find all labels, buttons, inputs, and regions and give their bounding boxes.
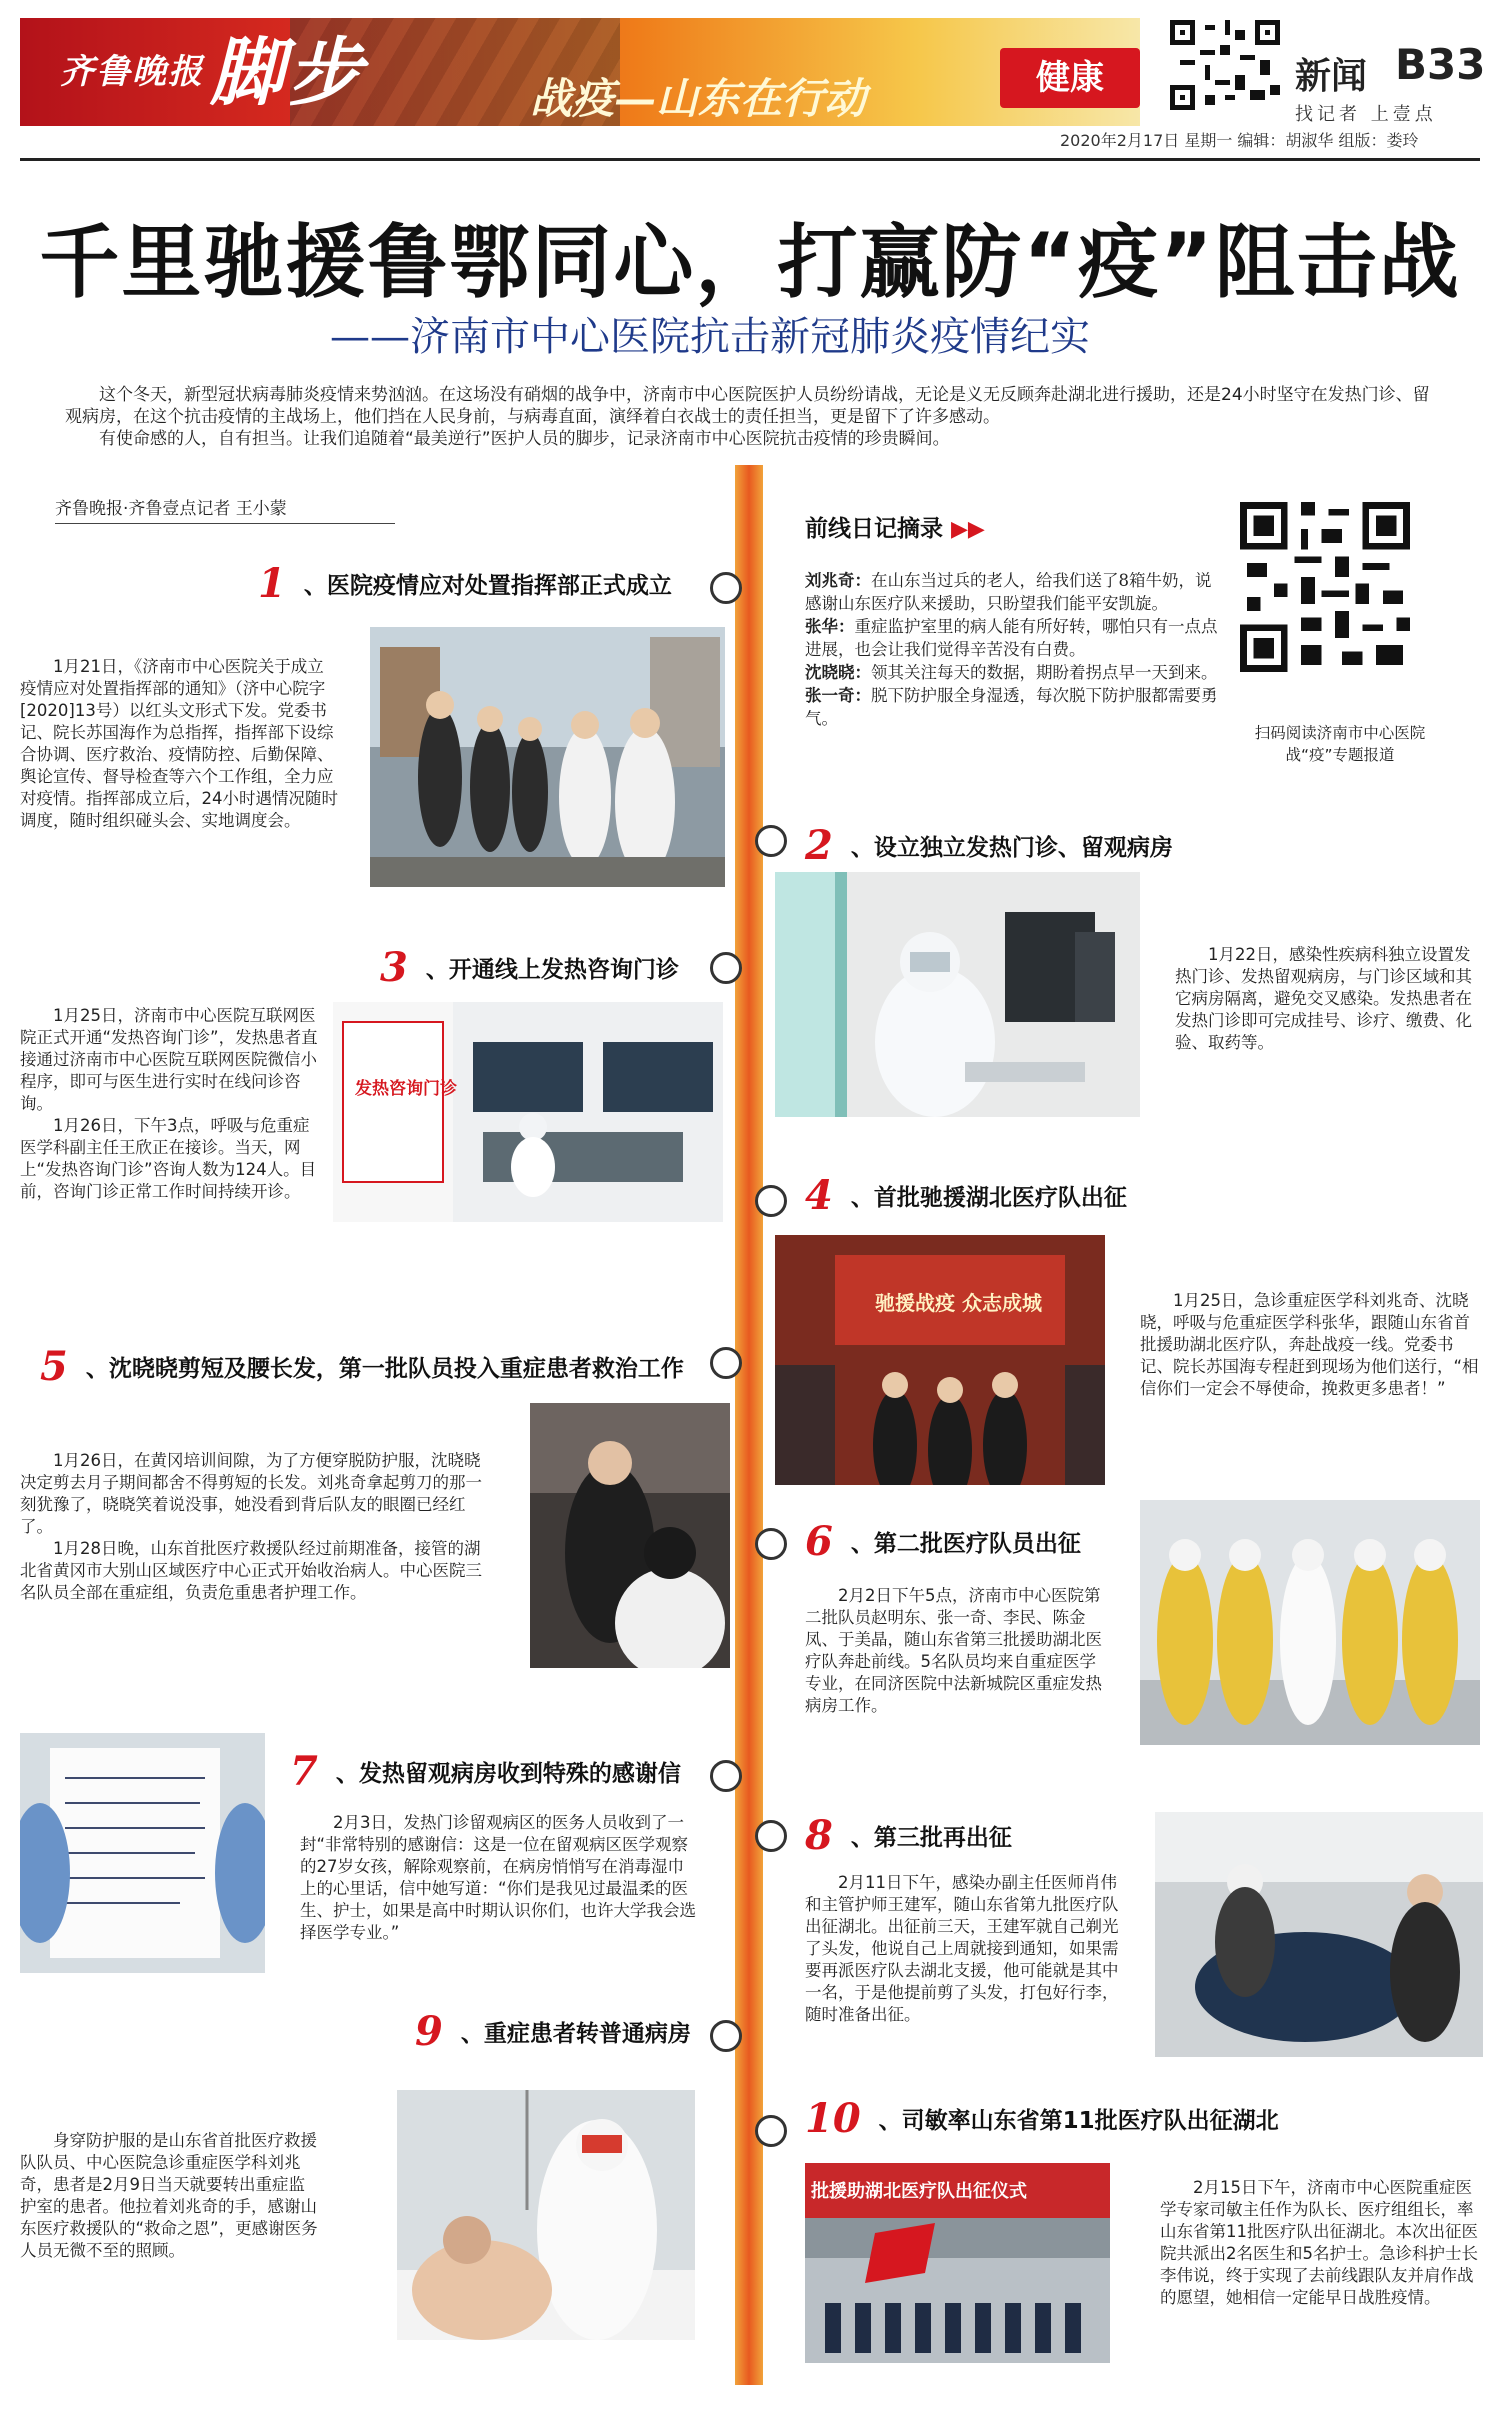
- timeline-node: [755, 2115, 787, 2147]
- qr-code-icon[interactable]: [1240, 502, 1410, 712]
- photo-banner-text: 驰援战疫 众志成城: [875, 1291, 1042, 1315]
- entry-number: 1: [258, 560, 286, 607]
- entry-body-9: [20, 2130, 320, 2262]
- photo-thank-you-letter: [20, 1733, 265, 1973]
- timeline-node: [710, 1760, 742, 1792]
- entry-title-6: [805, 1518, 1081, 1565]
- entry-title-text: 司敏率山东省第11批医疗队出征湖北: [901, 2108, 1279, 2134]
- entry-number: 8: [805, 1812, 833, 1859]
- editorial-line: 2020年2月17日 星期一 编辑：胡淑华 组版：娄玲: [1060, 131, 1419, 150]
- entry-separator: 、: [850, 835, 874, 861]
- diary-text: 脱下防护服全身湿透，每次脱下防护服都需要勇气。: [805, 686, 1218, 728]
- entry-paragraph: 2月15日下午，济南市中心医院重症医学专家司敏主任作为队长、医疗组组长，率山东省第11批医疗队出征湖北。本次出征医院共派出2名医生和5名护士。急诊科护士长李伟说，终于实现了去前线跟队友并肩作战的愿望，她相信一定能早日战胜疫情。: [1160, 2178, 1478, 2307]
- arrow-right-icon: ▶▶: [951, 517, 985, 542]
- entry-separator: 、: [460, 2021, 484, 2047]
- diary-entry: [805, 615, 1225, 661]
- entry-title-5: [40, 1343, 684, 1390]
- entry-title-8: [805, 1812, 1012, 1859]
- entry-body-3: [20, 1005, 318, 1203]
- entry-separator: 、: [85, 1356, 109, 1382]
- photo-third-team: [1155, 1812, 1483, 2057]
- photo-eleventh-team: [805, 2163, 1110, 2363]
- entry-number: 4: [805, 1172, 833, 1219]
- entry-paragraph: 1月28日晚，山东首批医疗救援队经过前期准备，接管的湖北省黄冈市大别山区域医疗中心正式开始收治病人。中心医院三名队员全部在重症组，负责危重患者护理工作。: [20, 1539, 482, 1602]
- entry-body-10: [1160, 2177, 1485, 2309]
- diary-body: [805, 569, 1225, 730]
- diary-title-text: 前线日记摘录: [805, 516, 943, 542]
- entry-separator: 、: [850, 1825, 874, 1851]
- page-number: B33: [1395, 40, 1486, 89]
- entry-title-text: 发热留观病房收到特殊的感谢信: [358, 1761, 681, 1787]
- entry-title-3: [380, 944, 679, 991]
- intro: [65, 384, 1445, 450]
- section-label: 新闻: [1295, 56, 1368, 97]
- entry-paragraph: 2月3日，发热门诊留观病区的医务人员收到了一封“非常特别的感谢信：这是一位在留观病区医学观察的27岁女孩，解除观察前，在病房悄悄写在消毒湿巾上的心里话，信中她写道：“你们是我见过最温柔的医生、护士，如果是高中时期认识你们，也许大学我会选择医学专业。”: [300, 1813, 696, 1942]
- entry-paragraph: 1月25日，济南市中心医院互联网医院正式开通“发热咨询门诊”，发热患者直接通过济南市中心医院互联网医院微信小程序，即可与医生进行实时在线问诊咨询。: [20, 1006, 318, 1113]
- timeline-node: [710, 952, 742, 984]
- paper-name: 齐鲁晚报: [60, 52, 204, 92]
- diary-author: 沈晓晓：: [805, 663, 871, 682]
- timeline-bar: [735, 465, 763, 2385]
- entry-number: 9: [415, 2008, 443, 2055]
- qr-caption: 扫码阅读济南市中心医院战“疫”专题报道: [1254, 724, 1426, 764]
- entry-body-1: [20, 656, 338, 832]
- entry-title-1: [258, 560, 672, 607]
- entry-title-text: 首批驰援湖北医疗队出征: [873, 1185, 1127, 1211]
- diary-author: 张华：: [805, 617, 855, 636]
- entry-title-text: 医院疫情应对处置指挥部正式成立: [326, 573, 672, 599]
- entry-body-4: [1140, 1290, 1485, 1400]
- entry-body-7: [300, 1812, 700, 1944]
- timeline-node: [755, 825, 787, 857]
- entry-number: 2: [805, 822, 833, 869]
- entry-separator: 、: [425, 957, 449, 983]
- entry-title-text: 沈晓晓剪短及腰长发，第一批队员投入重症患者救治工作: [108, 1356, 684, 1382]
- timeline-node: [755, 1185, 787, 1217]
- diary-text: 领其关注每天的数据，期盼着拐点早一天到来。: [871, 663, 1218, 682]
- photo-online-clinic: [333, 1002, 723, 1222]
- entry-separator: 、: [335, 1761, 359, 1787]
- timeline-node: [755, 1820, 787, 1852]
- photo-patient-transfer: [397, 2090, 695, 2340]
- photo-banner-text: 批援助湖北医疗队出征仪式: [811, 2181, 1027, 2202]
- photo-fever-clinic: [775, 872, 1140, 1117]
- section-badge: 健康: [1000, 48, 1140, 108]
- photo-command-center: [370, 627, 725, 887]
- entry-paragraph: 1月22日，感染性疾病科独立设置发热门诊、发热留观病房，与门诊区域和其它病房隔离，避免交叉感染。发热患者在发热门诊即可完成挂号、诊疗、缴费、化验、取药等。: [1175, 945, 1472, 1052]
- diary-author: 刘兆奇：: [805, 571, 871, 590]
- divider: [20, 158, 1480, 161]
- qr-code-icon[interactable]: [1170, 20, 1280, 110]
- entry-body-8: [805, 1872, 1125, 2026]
- entry-paragraph: 1月25日，急诊重症医学科刘兆奇、沈晓晓，呼吸与危重症医学科张华，跟随山东省首批援助湖北医疗队，奔赴战疫一线。党委书记、院长苏国海专程赶到现场为他们送行，“相信你们一定会不辱使命，挽救更多患者！”: [1140, 1291, 1479, 1398]
- entry-body-5: [20, 1450, 490, 1604]
- entry-paragraph: 1月26日，下午3点，呼吸与危重症医学科副主任王欣正在接诊。当天，网上“发热咨询门诊”咨询人数为124人。目前，咨询门诊正常工作时间持续开诊。: [20, 1116, 317, 1201]
- photo-second-team: [1140, 1500, 1480, 1745]
- entry-number: 7: [290, 1748, 318, 1795]
- photo-haircut: [530, 1403, 730, 1668]
- entry-title-text: 第三批再出征: [873, 1825, 1012, 1851]
- tagline: 找记者 上壹点: [1295, 104, 1437, 125]
- entry-paragraph: 1月21日，《济南市中心医院关于成立疫情应对处置指挥部的通知》（济中心院字[2020]13号）以红头文形式下发。党委书记、院长苏国海作为总指挥，指挥部下设综合协调、医疗救治、疫情防控、后勤保障、舆论宣传、督导检查等六个工作组，全力应对疫情。指挥部成立后，24小时遇情况随时调度，随时组织碰头会、实地调度会。: [20, 657, 338, 830]
- entry-paragraph: 1月26日，在黄冈培训间隙，为了方便穿脱防护服，沈晓晓决定剪去月子期间都舍不得剪短的长发。刘兆奇拿起剪刀的那一刻犹豫了，晓晓笑着说没事，她没看到背后队友的眼圈已经红了。: [20, 1451, 482, 1536]
- entry-title-10: [805, 2095, 1279, 2142]
- entry-title-text: 重症患者转普通病房: [483, 2021, 691, 2047]
- timeline-node: [710, 1347, 742, 1379]
- diary-text: 在山东当过兵的老人，给我们送了8箱牛奶，说感谢山东医疗队来援助，只盼望我们能平安凯旋。: [805, 571, 1212, 613]
- entry-number: 6: [805, 1518, 833, 1565]
- diary-entry: [805, 661, 1225, 684]
- entry-separator: 、: [850, 1531, 874, 1557]
- diary-entry: [805, 569, 1225, 615]
- entry-title-7: [290, 1748, 681, 1795]
- diary-author: 张一奇：: [805, 686, 871, 705]
- photo-sign-text: 发热咨询门诊: [355, 1079, 457, 1099]
- entry-paragraph: 2月11日下午，感染办副主任医师肖伟和主管护师王建军，随山东省第九批医疗队出征湖北。出征前三天，王建军就自己剃光了头发，他说自己上周就接到通知，如果需要再派医疗队去湖北支援，他可能就是其中一名，于是他提前剪了头发，打包好行李，随时准备出征。: [805, 1873, 1119, 2024]
- entry-paragraph: 身穿防护服的是山东省首批医疗救援队队员、中心医院急诊重症医学科刘兆奇，患者是2月9日当天就要转出重症监护室的患者。他拉着刘兆奇的手，感谢山东医疗救援队的“救命之恩”，更感谢医务人员无微不至的照顾。: [20, 2131, 318, 2260]
- entry-title-4: [805, 1172, 1127, 1219]
- intro-paragraph: 有使命感的人，自有担当。让我们追随着“最美逆行”医护人员的脚步，记录济南市中心医院抗击疫情的珍贵瞬间。: [99, 429, 950, 449]
- entry-separator: 、: [878, 2108, 902, 2134]
- intro-paragraph: 这个冬天，新型冠状病毒肺炎疫情来势汹汹。在这场没有硝烟的战争中，济南市中心医院医护人员纷纷请战，无论是义无反顾奔赴湖北进行援助，还是24小时坚守在发热门诊、留观病房，在这个抗击疫情的主战场上，他们挡在人民身前，与病毒直面，演绎着白衣战士的责任担当，更是留下了许多感动。: [65, 385, 1430, 427]
- diary-title: [805, 510, 1225, 543]
- entry-title-9: [415, 2008, 691, 2055]
- entry-separator: 、: [850, 1185, 874, 1211]
- diary-box: [805, 510, 1225, 730]
- timeline-node: [710, 572, 742, 604]
- subheadline: ——济南市中心医院抗击新冠肺炎疫情纪实: [330, 314, 1090, 360]
- entry-number: 5: [40, 1343, 68, 1390]
- entry-body-2: [1175, 944, 1475, 1054]
- diary-text: 重症监护室里的病人能有所好转，哪怕只有一点点进展，也会让我们觉得辛苦没有白费。: [805, 617, 1218, 659]
- entry-number: 3: [380, 944, 408, 991]
- entry-number: 10: [805, 2095, 861, 2142]
- entry-title-text: 第二批医疗队员出征: [873, 1531, 1081, 1557]
- masthead: [0, 0, 1500, 170]
- photo-first-team: [775, 1235, 1105, 1485]
- byline: 齐鲁晚报·齐鲁壹点记者 王小蒙: [55, 494, 395, 524]
- entry-body-6: [805, 1585, 1105, 1717]
- timeline-node: [710, 2020, 742, 2052]
- entry-separator: 、: [303, 573, 327, 599]
- entry-title-2: [805, 822, 1173, 869]
- headline: 千里驰援鲁鄂同心，打赢防“疫”阻击战: [39, 216, 1461, 309]
- entry-title-text: 设立独立发热门诊、留观病房: [873, 835, 1173, 861]
- column-name: 脚步: [210, 30, 366, 116]
- entry-paragraph: 2月2日下午5点，济南市中心医院第二批队员赵明东、张一奇、李民、陈金凤、于美晶，随山东省第三批援助湖北医疗队奔赴前线。5名队员均来自重症医学专业，在同济医院中法新城院区重症发热病房工作。: [805, 1586, 1102, 1715]
- column-subtitle: 战疫—山东在行动: [530, 74, 867, 123]
- timeline-node: [755, 1528, 787, 1560]
- diary-entry: [805, 684, 1225, 730]
- entry-title-text: 开通线上发热咨询门诊: [448, 957, 679, 983]
